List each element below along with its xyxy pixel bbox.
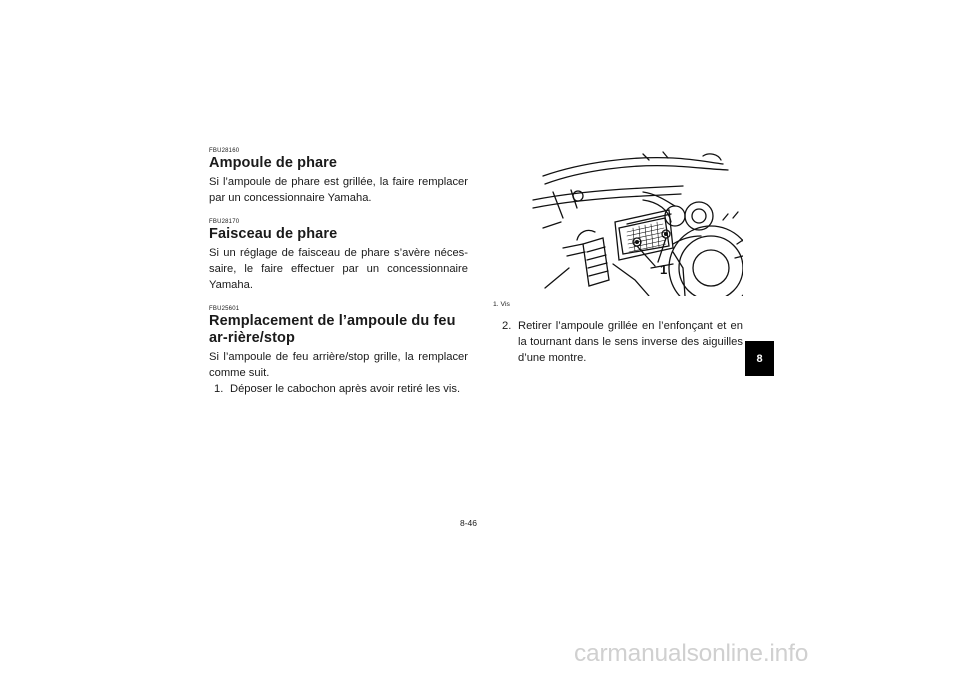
section-body: Si l’ampoule de phare est grillée, la faire remplacer par un concessionnaire Yamaha. bbox=[209, 176, 468, 204]
step-item bbox=[493, 318, 743, 366]
step-item bbox=[209, 381, 468, 397]
left-column bbox=[209, 148, 468, 410]
section-body: Si l’ampoule de feu arrière/stop grille, la remplacer comme suit. bbox=[209, 351, 468, 379]
section-headlight-bulb bbox=[209, 148, 468, 206]
section-code: FBU28170 bbox=[209, 219, 240, 225]
section-heading: Ampoule de phare bbox=[209, 155, 338, 171]
section-headlight-beam bbox=[209, 219, 468, 293]
watermark: carmanualsonline.info bbox=[574, 640, 809, 667]
section-heading: Remplacement de l’ampoule du feu ar-rière/stop bbox=[209, 313, 456, 346]
taillight-illustration bbox=[523, 148, 743, 296]
section-taillight-bulb bbox=[209, 306, 468, 397]
right-steps bbox=[493, 318, 743, 366]
section-body: Si un réglage de faisceau de phare s’avère néces-saire, le faire effectuer par un concessionnaire Yamaha. bbox=[209, 247, 468, 291]
taillight-drawing bbox=[523, 148, 743, 296]
section-heading: Faisceau de phare bbox=[209, 226, 338, 242]
figure-caption: 1. Vis bbox=[493, 301, 510, 308]
page-number: 8-46 bbox=[460, 518, 478, 528]
figure-callout: 1 bbox=[660, 262, 668, 277]
section-code: FBU28160 bbox=[209, 148, 240, 154]
step-number: 1. bbox=[214, 383, 224, 395]
step-text: Retirer l’ampoule grillée en l’enfonçant et en la tournant dans le sens inverse des aiguilles d’une montre. bbox=[518, 320, 743, 364]
section-code: FBU25601 bbox=[209, 306, 240, 312]
chapter-tab: 8 bbox=[745, 341, 774, 376]
step-text: Déposer le cabochon après avoir retiré les vis. bbox=[230, 383, 461, 395]
step-number: 2. bbox=[502, 320, 512, 332]
